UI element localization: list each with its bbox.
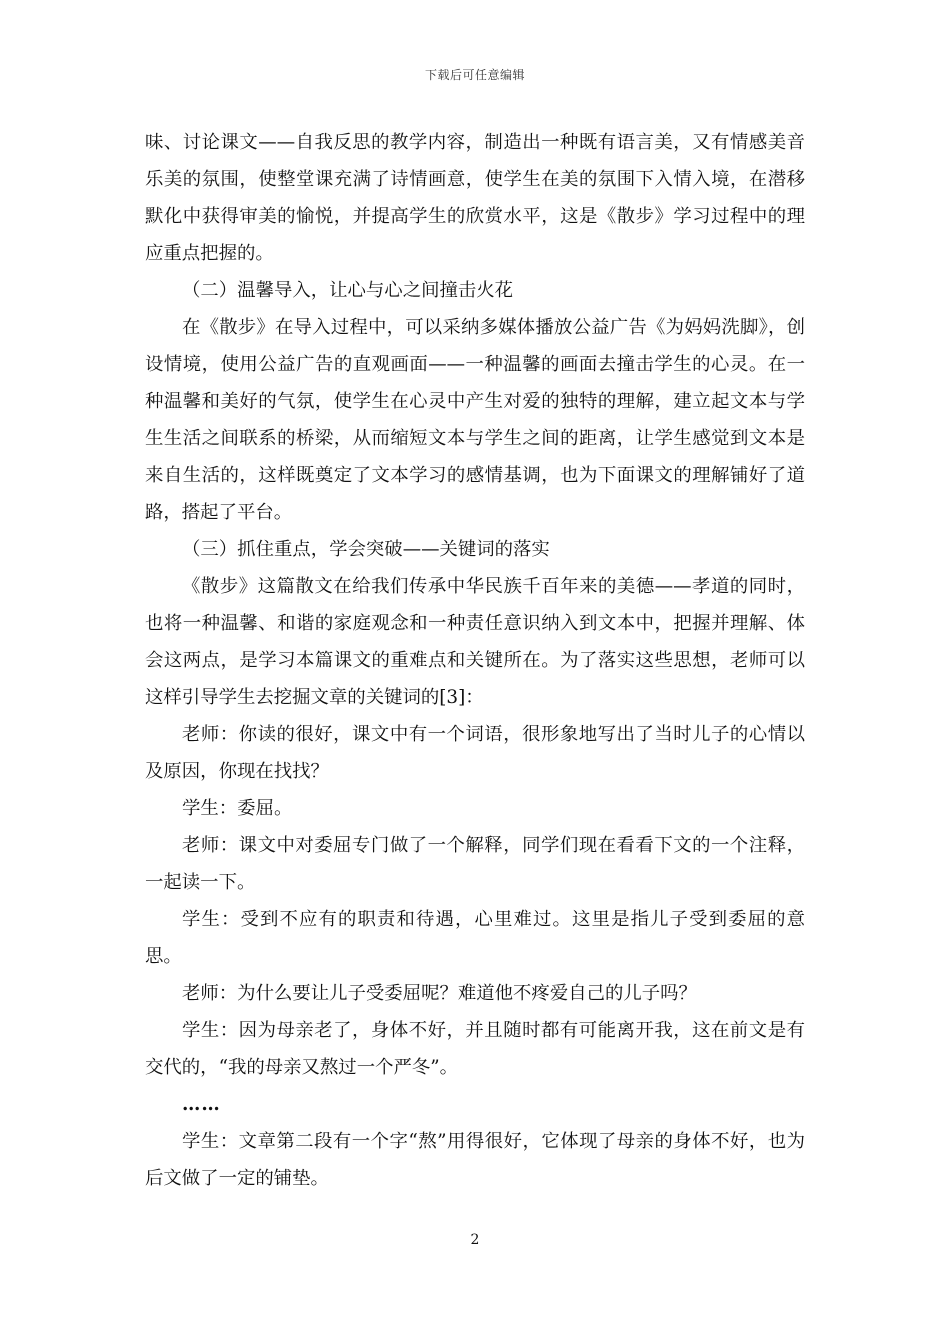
- dialogue-line: 老师：你读的很好，课文中有一个词语，很形象地写出了当时儿子的心情以及原因，你现在找找？: [145, 724, 805, 782]
- section-heading-2: （二）温馨导入，让心与心之间撞击火花: [182, 280, 514, 301]
- document-body: [145, 124, 805, 1197]
- ellipsis-line: ……: [182, 1094, 221, 1115]
- page-header: 下载后可任意编辑: [424, 68, 525, 82]
- page-number: 2: [470, 1232, 480, 1248]
- paragraph: 在《散步》在导入过程中，可以采纳多媒体播放公益广告《为妈妈洗脚》，创设情境，使用公益广告的直观画面——一种温馨的画面去撞击学生的心灵。在一种温馨和美好的气氛，使学生在心灵中产生对爱的独特的理解，建立起文本与学生生活之间联系的桥梁，从而缩短文本与学生之间的距离，让学生感觉到文本是来自生活的，这样既奠定了文本学习的感情基调，也为下面课文的理解铺好了道路，搭起了平台。: [145, 317, 805, 523]
- paragraph: 《散步》这篇散文在给我们传承中华民族千百年来的美德——孝道的同时，也将一种温馨、和谐的家庭观念和一种责任意识纳入到文本中，把握并理解、体会这两点，是学习本篇课文的重难点和关键所在。为了落实这些思想，老师可以这样引导学生去挖掘文章的关键词的[3]：: [145, 576, 805, 708]
- dialogue-line: 学生：因为母亲老了，身体不好，并且随时都有可能离开我，这在前文是有交代的，“我的母亲又熬过一个严冬”。: [145, 1020, 805, 1078]
- paragraph-continuation: 味、讨论课文——自我反思的教学内容，制造出一种既有语言美，又有情感美音乐美的氛围，使整堂课充满了诗情画意，使学生在美的氛围下入情入境，在潜移默化中获得审美的愉悦，并提高学生的欣赏水平，这是《散步》学习过程中的理应重点把握的。: [145, 132, 805, 264]
- dialogue-line: 学生：受到不应有的职责和待遇，心里难过。这里是指儿子受到委屈的意思。: [145, 909, 805, 967]
- dialogue-line: 学生：委屈。: [182, 798, 293, 819]
- section-heading-3: （三）抓住重点，学会突破——关键词的落实: [182, 539, 550, 560]
- dialogue-line: 老师：课文中对委屈专门做了一个解释，同学们现在看看下文的一个注释，一起读一下。: [145, 835, 805, 893]
- dialogue-line: 老师：为什么要让儿子受委屈呢？难道他不疼爱自己的儿子吗？: [182, 983, 697, 1004]
- dialogue-line: 学生：文章第二段有一个字“熬”用得很好，它体现了母亲的身体不好，也为后文做了一定的铺垫。: [145, 1131, 805, 1189]
